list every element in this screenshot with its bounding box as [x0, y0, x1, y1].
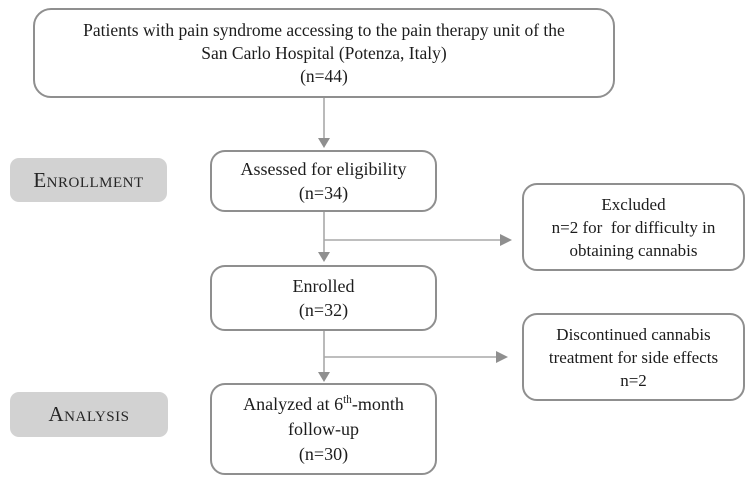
arrow-population-to-assessed	[318, 98, 330, 148]
population-line-3: (n=44)	[300, 65, 348, 86]
node-analyzed	[210, 383, 437, 475]
node-population	[33, 8, 615, 98]
node-excluded	[522, 183, 745, 271]
stage-label-analysis	[10, 392, 168, 437]
excluded-line-2: n=2 for for difficulty in	[551, 217, 716, 237]
stage-label-enrollment-text: Enrollment	[33, 167, 144, 192]
analyzed-line-1-before-sup: Analyzed at 6	[243, 393, 344, 414]
enrolled-line-1: Enrolled	[292, 276, 355, 296]
node-discontinued	[522, 313, 745, 401]
enrolled-line-2: (n=32)	[298, 300, 349, 320]
analyzed-line-2: follow-up	[288, 418, 359, 439]
arrow-assessed-to-excluded	[324, 234, 512, 246]
stage-label-analysis-text: Analysis	[48, 402, 130, 426]
arrow-assessed-to-enrolled	[318, 212, 330, 262]
population-line-1: Patients with pain syndrome accessing to the pain therapy unit of the	[83, 19, 565, 40]
analyzed-line-1	[243, 392, 404, 417]
excluded-line-3: obtaining cannabis	[569, 240, 698, 260]
arrow-enrolled-to-discontinued	[324, 351, 508, 363]
node-assessed	[210, 150, 437, 212]
population-line-2: San Carlo Hospital (Potenza, Italy)	[201, 42, 447, 63]
analyzed-line-1-after-sup: -month	[351, 393, 404, 414]
analyzed-line-1-superscript: th	[343, 393, 352, 406]
assessed-line-2: (n=34)	[298, 183, 349, 203]
analyzed-line-3: (n=30)	[298, 443, 349, 464]
node-enrolled	[210, 265, 437, 331]
discontinued-line-1: Discontinued cannabis	[556, 324, 711, 344]
excluded-line-1: Excluded	[601, 194, 666, 214]
assessed-line-1: Assessed for eligibility	[240, 159, 407, 179]
discontinued-line-2: treatment for side effects	[548, 347, 719, 367]
discontinued-line-3: n=2	[620, 370, 647, 390]
stage-label-enrollment	[10, 158, 167, 202]
